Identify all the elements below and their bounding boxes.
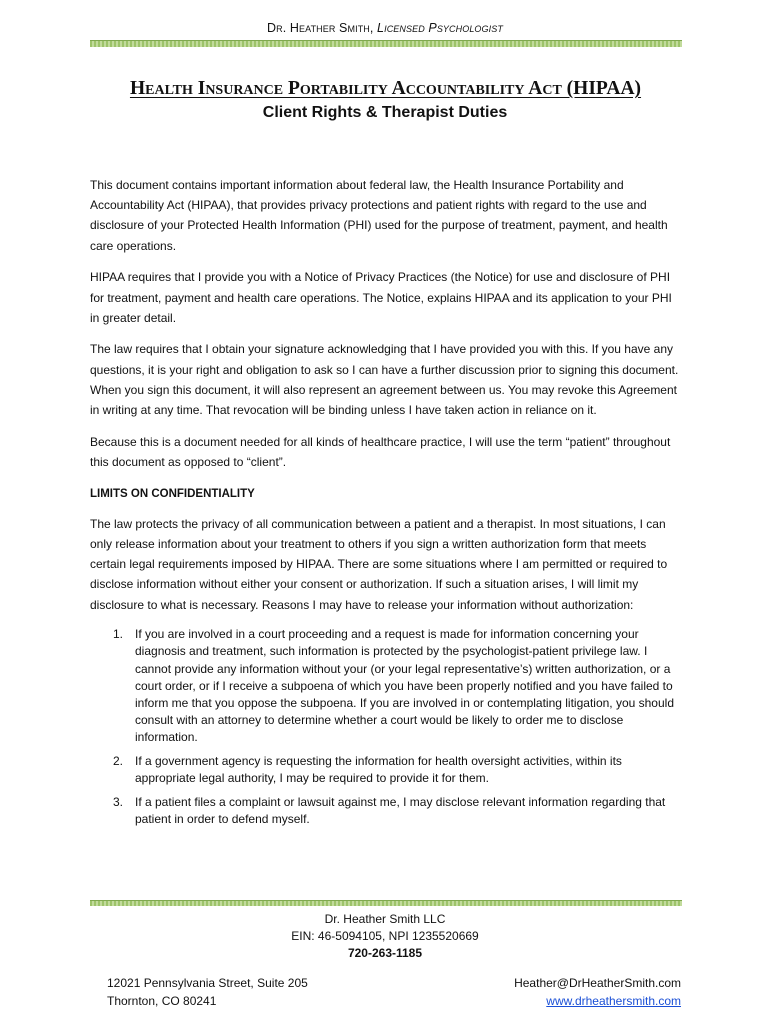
footer-address-line2: Thornton, CO 80241 xyxy=(107,994,217,1008)
list-item xyxy=(113,753,684,787)
footer-address-line1: 12021 Pennsylvania Street, Suite 205 xyxy=(107,976,308,990)
list-item xyxy=(113,794,684,828)
list-item-text: If you are involved in a court proceeding and a request is made for information concerning your diagnosis and treatment, such information is protected by the psychologist-patient privilege law. I cannot provide any information without your (or your legal representative’s) written authorization, or a court order, or if I receive a subpoena of which you have been properly notified and you have failed to inform me that you oppose the subpoena. If you are involved in or contemplating litigation, you should consult with an attorney to determine whether a court would be likely to order me to disclose information. xyxy=(135,627,674,744)
paragraph: The law requires that I obtain your signature acknowledging that I have provided you with this. If you have any questions, it is your right and obligation to ask so I can have a further discussion prior to signing this document. When you sign this document, it will also represent an agreement between us. You may revoke this Agreement in writing at any time. That revocation will be binding unless I have taken action in reliance on it. xyxy=(90,342,679,418)
document-title: Health Insurance Portability Accountability Act (HIPAA) xyxy=(129,78,642,99)
paragraph: This document contains important information about federal law, the Health Insurance Portability and Accountability Act (HIPAA), that provides privacy protections and patient rights with regard to the use and disclosure of your Protected Health Information (PHI) used for the purpose of treatment, payment, and health care operations. xyxy=(90,178,668,253)
footer-ids: EIN: 46-5094105, NPI 1235520669 xyxy=(291,929,479,943)
document-body xyxy=(90,175,684,835)
paragraph: Because this is a document needed for all kinds of healthcare practice, I will use the term “patient” throughout this document as opposed to “client”. xyxy=(90,434,671,469)
footer-phone: 720-263-1185 xyxy=(347,946,423,960)
paragraph: HIPAA requires that I provide you with a Notice of Privacy Practices (the Notice) for use and disclosure of PHI for treatment, payment and health care operations. The Notice, explains HIPAA and its application to your PHI in greater detail. xyxy=(90,270,672,325)
document-subtitle: Client Rights & Therapist Duties xyxy=(262,104,508,121)
page-header xyxy=(0,21,770,35)
list-number: 2. xyxy=(113,754,124,769)
limits-list xyxy=(90,626,684,828)
list-number: 1. xyxy=(113,627,124,642)
footer-company: Dr. Heather Smith LLC xyxy=(324,912,446,926)
section-heading-limits: LIMITS ON CONFIDENTIALITY xyxy=(90,487,255,500)
footer-address xyxy=(107,974,308,1010)
footer-contact xyxy=(514,974,681,1010)
list-number: 3. xyxy=(113,795,124,810)
footer-center xyxy=(0,911,770,962)
header-credential: Licensed Psychologist xyxy=(377,21,503,35)
footer-email: Heather@DrHeatherSmith.com xyxy=(514,976,681,990)
footer-website-link[interactable]: www.drheathersmith.com xyxy=(546,994,681,1008)
footer-divider xyxy=(90,900,682,906)
list-item xyxy=(113,626,684,746)
list-item-text: If a patient files a complaint or lawsuit against me, I may disclose relevant information regarding that patient in order to defend myself. xyxy=(135,795,666,827)
list-item-text: If a government agency is requesting the information for health oversight activities, within its appropriate legal authority, I may be required to provide it for them. xyxy=(135,754,622,786)
header-name: Dr. Heather Smith, xyxy=(267,21,378,35)
paragraph: The law protects the privacy of all communication between a patient and a therapist. In most situations, I can only release information about your treatment to others if you sign a written authorization form that meets certain legal requirements imposed by HIPAA. There are some situations where I am permitted or required to disclose information without either your consent or authorization. If such a situation arises, I will limit my disclosure to what is necessary. Reasons I may have to release your information without authorization: xyxy=(90,516,668,612)
header-divider xyxy=(90,40,682,47)
